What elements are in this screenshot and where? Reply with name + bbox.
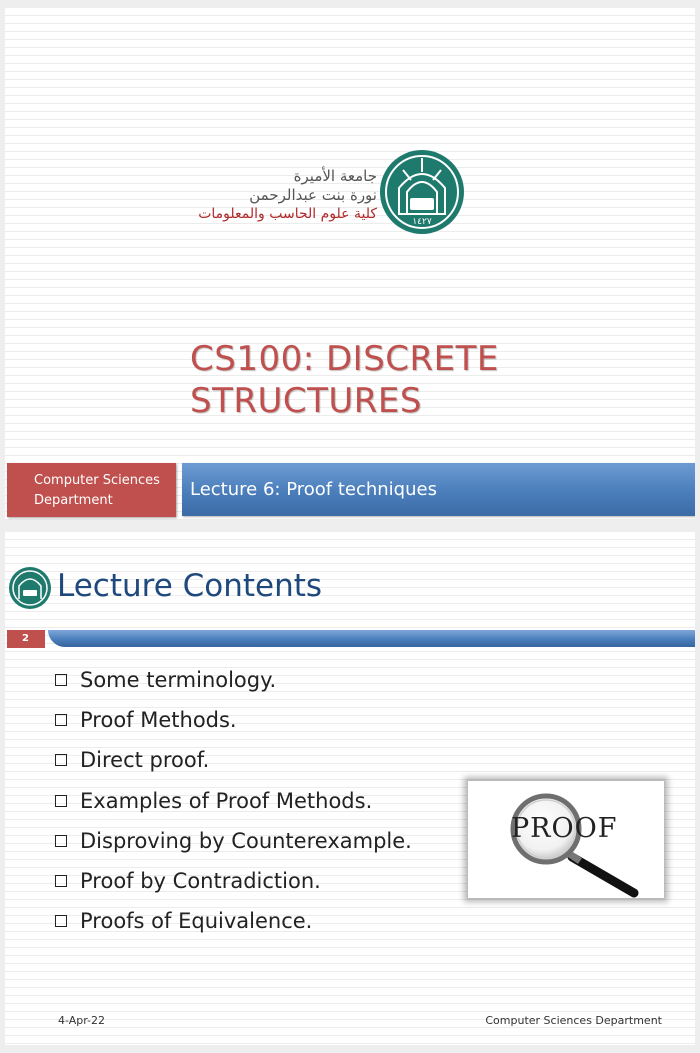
department-line2: Department (34, 493, 113, 508)
list-item: Proof by Contradiction. (55, 861, 412, 901)
checkbox-bullet-icon (55, 754, 67, 766)
contents-list (55, 660, 412, 941)
seal-year: ١٤٢٧ (412, 217, 432, 227)
list-item: Proofs of Equivalence. (55, 901, 412, 941)
contents-slide (5, 532, 695, 1045)
page-number: 2 (7, 630, 45, 648)
course-title-line2: STRUCTURES (190, 381, 422, 421)
list-item: Disproving by Counterexample. (55, 821, 412, 861)
checkbox-bullet-icon (55, 875, 67, 887)
proof-image (467, 780, 665, 899)
small-seal-icon (8, 566, 52, 610)
university-name-line2: نورة بنت عبدالرحمن (249, 186, 377, 204)
proof-word: PROOF (511, 813, 618, 844)
list-item: Some terminology. (55, 660, 412, 700)
university-seal-icon (379, 148, 465, 236)
list-item: Direct proof. (55, 740, 412, 780)
footer-department: Computer Sciences Department (485, 1014, 662, 1027)
checkbox-bullet-icon (55, 795, 67, 807)
checkbox-bullet-icon (55, 835, 67, 847)
college-name: كلية علوم الحاسب والمعلومات (198, 206, 377, 222)
footer-date: 4-Apr-22 (58, 1014, 106, 1027)
title-underline-bar (48, 630, 695, 647)
lecture-subtitle: Lecture 6: Proof techniques (182, 463, 695, 516)
checkbox-bullet-icon (55, 674, 67, 686)
checkbox-bullet-icon (55, 714, 67, 726)
department-line1: Computer Sciences (34, 473, 160, 488)
course-title (190, 338, 670, 422)
checkbox-bullet-icon (55, 915, 67, 927)
list-item: Proof Methods. (55, 700, 412, 740)
title-slide (5, 8, 695, 520)
slide-title: Lecture Contents (57, 568, 323, 604)
department-box (7, 463, 176, 517)
university-name-line1: جامعة الأميرة (293, 167, 377, 185)
course-title-line1: CS100: DISCRETE (190, 339, 499, 379)
university-logo (190, 148, 465, 240)
list-item: Examples of Proof Methods. (55, 781, 412, 821)
